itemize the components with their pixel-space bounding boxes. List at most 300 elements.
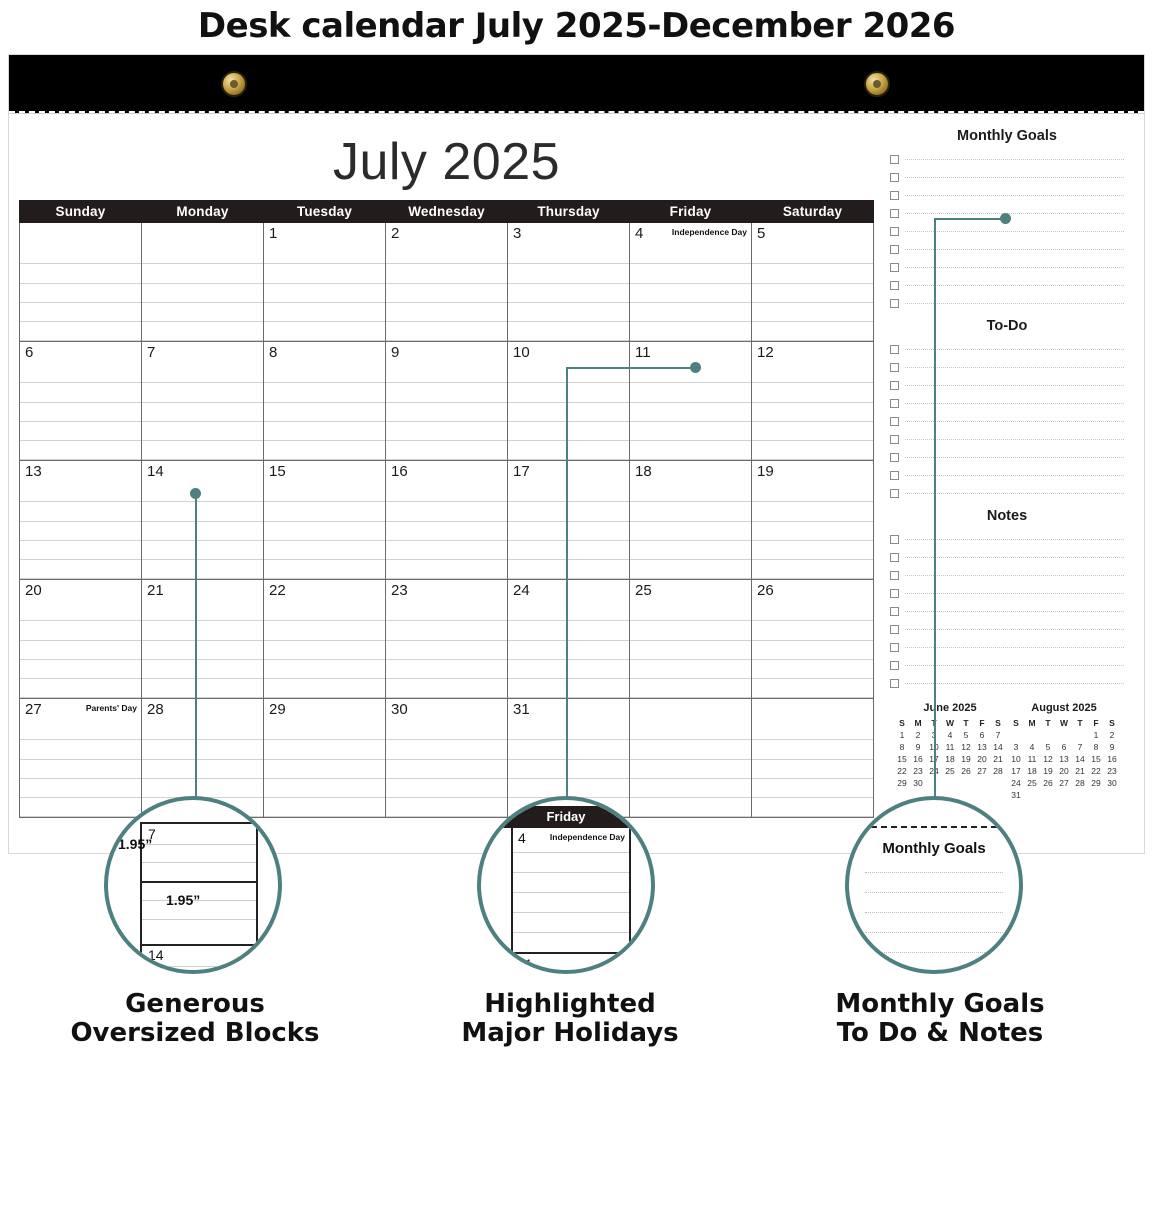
write-line bbox=[905, 457, 1124, 458]
day-number: 6 bbox=[25, 344, 34, 361]
mini-weekday-header: T bbox=[1045, 718, 1051, 728]
notes-row[interactable] bbox=[890, 584, 1124, 602]
mini-day-cell: 5 bbox=[963, 730, 969, 740]
mini-day-cell bbox=[1088, 789, 1104, 801]
holiday-label: Independence Day bbox=[671, 227, 747, 237]
checkbox-icon[interactable] bbox=[890, 589, 899, 598]
calendar-day-cell[interactable] bbox=[752, 461, 874, 580]
checkbox-icon[interactable] bbox=[890, 607, 899, 616]
callout-leader-3-h bbox=[934, 218, 1006, 220]
grommet-left-icon bbox=[221, 71, 247, 97]
checkbox-icon[interactable] bbox=[890, 299, 899, 308]
mini-day-cell bbox=[974, 777, 990, 789]
notes-list bbox=[890, 530, 1124, 692]
calendar-day-cell[interactable] bbox=[20, 342, 142, 461]
mini-day-cell: 12 bbox=[1043, 754, 1053, 764]
day-number: 5 bbox=[757, 225, 766, 242]
day-number: 23 bbox=[391, 582, 408, 599]
mini-day-cell: 30 bbox=[913, 778, 923, 788]
mini-month-next bbox=[1008, 702, 1120, 801]
mini-weekday-header: M bbox=[914, 718, 922, 728]
writing-lines bbox=[142, 364, 263, 460]
mini-day-cell bbox=[942, 777, 958, 789]
write-line bbox=[905, 683, 1124, 684]
writing-lines bbox=[386, 602, 507, 698]
mini-day-cell: 2 bbox=[1109, 730, 1115, 740]
mini-day-cell: 10 bbox=[929, 742, 939, 752]
checkbox-icon[interactable] bbox=[890, 571, 899, 580]
day-number: 7 bbox=[147, 344, 156, 361]
writing-lines bbox=[20, 364, 141, 460]
calendar-sheet bbox=[9, 113, 1144, 853]
mini-day-cell: 15 bbox=[897, 754, 907, 764]
sidebar-section-title-todo: To-Do bbox=[986, 318, 1028, 334]
mini-week-row bbox=[1008, 741, 1120, 753]
calendar-day-cell[interactable] bbox=[264, 699, 386, 818]
calendar-day-cell[interactable] bbox=[630, 223, 752, 342]
day-number: 4 bbox=[635, 225, 644, 242]
mini-day-cell: 23 bbox=[1107, 766, 1117, 776]
callout-day-number-next: 14 bbox=[148, 947, 164, 963]
calendar-day-cell[interactable] bbox=[752, 580, 874, 699]
mini-day-cell: 29 bbox=[1091, 778, 1101, 788]
checkbox-icon[interactable] bbox=[890, 453, 899, 462]
mini-day-cell: 18 bbox=[945, 754, 955, 764]
mini-day-cell: 21 bbox=[993, 754, 1003, 764]
sidebar bbox=[884, 114, 1134, 853]
weekday-header: Thursday bbox=[508, 201, 630, 223]
write-line bbox=[905, 285, 1124, 286]
mini-day-cell: 25 bbox=[945, 766, 955, 776]
month-title: July 2025 bbox=[332, 133, 561, 191]
mini-weekday-header: S bbox=[1013, 718, 1019, 728]
mini-day-cell bbox=[1024, 729, 1040, 741]
checkbox-icon[interactable] bbox=[890, 281, 899, 290]
calendar-board bbox=[8, 54, 1145, 854]
mini-day-cell bbox=[1040, 729, 1056, 741]
notes-row[interactable] bbox=[890, 638, 1124, 656]
mini-day-cell: 24 bbox=[929, 766, 939, 776]
mini-day-cell: 2 bbox=[915, 730, 921, 740]
callout-bubble-holidays bbox=[477, 796, 655, 974]
notes-row[interactable] bbox=[890, 566, 1124, 584]
calendar-day-cell[interactable] bbox=[386, 223, 508, 342]
monthly-goals-row[interactable] bbox=[890, 276, 1124, 294]
callouts-area bbox=[0, 809, 1153, 1206]
callout-day-number-next: 11 bbox=[518, 956, 533, 972]
write-line bbox=[905, 575, 1124, 576]
write-line bbox=[905, 267, 1124, 268]
calendar-day-cell[interactable] bbox=[630, 580, 752, 699]
mini-day-cell: 4 bbox=[1029, 742, 1035, 752]
day-number: 14 bbox=[147, 463, 164, 480]
monthly-goals-row[interactable] bbox=[890, 240, 1124, 258]
mini-day-cell: 31 bbox=[1011, 790, 1021, 800]
monthly-goals-row[interactable] bbox=[890, 294, 1124, 312]
mini-day-cell: 17 bbox=[1011, 766, 1021, 776]
mini-day-cell: 6 bbox=[979, 730, 985, 740]
mini-week-row bbox=[894, 753, 1006, 765]
writing-lines bbox=[508, 245, 629, 341]
calendar-day-cell[interactable] bbox=[630, 342, 752, 461]
day-number: 29 bbox=[269, 701, 286, 718]
checkbox-icon[interactable] bbox=[890, 471, 899, 480]
checkbox-icon[interactable] bbox=[890, 263, 899, 272]
todo-row[interactable] bbox=[890, 466, 1124, 484]
write-line bbox=[905, 159, 1124, 160]
writing-lines bbox=[630, 602, 751, 698]
mini-week-row bbox=[1008, 753, 1120, 765]
writing-lines bbox=[508, 364, 629, 460]
calendar-day-cell[interactable] bbox=[142, 342, 264, 461]
calendar-day-cell[interactable] bbox=[142, 223, 264, 342]
callout-day-number: 7 bbox=[148, 826, 156, 842]
writing-lines bbox=[264, 364, 385, 460]
mini-day-cell: 21 bbox=[1075, 766, 1085, 776]
mini-day-cell bbox=[1024, 789, 1040, 801]
day-number: 27 bbox=[25, 701, 42, 718]
month-table bbox=[19, 200, 874, 818]
mini-day-cell: 20 bbox=[1059, 766, 1069, 776]
mini-day-cell: 11 bbox=[945, 742, 955, 752]
write-line bbox=[905, 303, 1124, 304]
write-line bbox=[905, 593, 1124, 594]
mini-day-cell: 3 bbox=[931, 730, 937, 740]
writing-lines bbox=[264, 602, 385, 698]
checkbox-icon[interactable] bbox=[890, 155, 899, 164]
writing-lines bbox=[508, 483, 629, 579]
checkbox-icon[interactable] bbox=[890, 209, 899, 218]
writing-lines bbox=[264, 721, 385, 817]
checkbox-icon[interactable] bbox=[890, 625, 899, 634]
mini-day-cell bbox=[1008, 729, 1024, 741]
mini-weekday-header: W bbox=[1059, 718, 1069, 728]
monthly-goals-list bbox=[890, 150, 1124, 312]
monthly-goals-row[interactable] bbox=[890, 258, 1124, 276]
calendar-day-cell[interactable] bbox=[386, 461, 508, 580]
callout-bubble-oversized-blocks bbox=[104, 796, 282, 974]
writing-lines bbox=[20, 245, 141, 341]
writing-lines bbox=[752, 602, 873, 698]
todo-row[interactable] bbox=[890, 358, 1124, 376]
mini-day-cell: 26 bbox=[961, 766, 971, 776]
writing-lines bbox=[752, 483, 873, 579]
calendar-top-bar bbox=[9, 55, 1144, 113]
write-line bbox=[905, 349, 1124, 350]
notes-row[interactable] bbox=[890, 620, 1124, 638]
day-number: 30 bbox=[391, 701, 408, 718]
calendar-day-cell[interactable] bbox=[142, 461, 264, 580]
mini-day-cell: 27 bbox=[1059, 778, 1069, 788]
day-number: 10 bbox=[513, 344, 530, 361]
weekday-header: Saturday bbox=[752, 201, 874, 223]
writing-lines bbox=[386, 483, 507, 579]
checkbox-icon[interactable] bbox=[890, 661, 899, 670]
day-number: 16 bbox=[391, 463, 408, 480]
mini-day-cell: 29 bbox=[897, 778, 907, 788]
mini-day-cell: 10 bbox=[1011, 754, 1021, 764]
todo-row[interactable] bbox=[890, 448, 1124, 466]
weekday-header: Wednesday bbox=[386, 201, 508, 223]
callout-leader-2-h bbox=[566, 367, 696, 369]
mini-day-cell: 13 bbox=[1059, 754, 1069, 764]
mini-day-cell bbox=[1072, 729, 1088, 741]
mini-day-cell: 20 bbox=[977, 754, 987, 764]
todo-row[interactable] bbox=[890, 376, 1124, 394]
checkbox-icon[interactable] bbox=[890, 535, 899, 544]
mini-day-cell: 14 bbox=[993, 742, 1003, 752]
mini-weekday-header: T bbox=[963, 718, 969, 728]
day-number: 19 bbox=[757, 463, 774, 480]
mini-day-cell: 12 bbox=[961, 742, 971, 752]
mini-day-cell bbox=[1056, 789, 1072, 801]
write-line bbox=[905, 439, 1124, 440]
mini-weekday-header: S bbox=[899, 718, 905, 728]
checkbox-icon[interactable] bbox=[890, 553, 899, 562]
calendar-day-cell[interactable] bbox=[508, 461, 630, 580]
calendar-grid-area bbox=[9, 114, 884, 853]
mini-day-cell: 8 bbox=[1093, 742, 1099, 752]
todo-row[interactable] bbox=[890, 394, 1124, 412]
mini-day-cell: 30 bbox=[1107, 778, 1117, 788]
mini-day-cell bbox=[990, 777, 1006, 789]
writing-lines bbox=[386, 245, 507, 341]
calendar-week-row bbox=[20, 461, 874, 580]
callout-measure-width: 1.95” bbox=[166, 892, 201, 908]
weekday-header: Tuesday bbox=[264, 201, 386, 223]
calendar-day-cell[interactable] bbox=[142, 580, 264, 699]
mini-week-row bbox=[1008, 729, 1120, 741]
mini-day-cell: 26 bbox=[1043, 778, 1053, 788]
todo-row[interactable] bbox=[890, 430, 1124, 448]
mini-day-cell bbox=[1072, 789, 1088, 801]
notes-row[interactable] bbox=[890, 656, 1124, 674]
write-line bbox=[905, 629, 1124, 630]
checkbox-icon[interactable] bbox=[890, 435, 899, 444]
todo-row[interactable] bbox=[890, 484, 1124, 502]
mini-week-row bbox=[894, 741, 1006, 753]
mini-day-cell: 16 bbox=[1107, 754, 1117, 764]
checkbox-icon[interactable] bbox=[890, 345, 899, 354]
calendar-week-row bbox=[20, 342, 874, 461]
write-line bbox=[905, 367, 1124, 368]
mini-day-cell: 28 bbox=[1075, 778, 1085, 788]
write-line bbox=[905, 647, 1124, 648]
day-number: 26 bbox=[757, 582, 774, 599]
day-number: 8 bbox=[269, 344, 278, 361]
day-number: 18 bbox=[635, 463, 652, 480]
calendar-day-cell[interactable] bbox=[20, 223, 142, 342]
notes-row[interactable] bbox=[890, 674, 1124, 692]
calendar-day-cell[interactable] bbox=[20, 461, 142, 580]
write-line bbox=[905, 249, 1124, 250]
checkbox-icon[interactable] bbox=[890, 417, 899, 426]
day-number: 24 bbox=[513, 582, 530, 599]
calendar-day-cell[interactable] bbox=[752, 223, 874, 342]
mini-day-cell: 22 bbox=[897, 766, 907, 776]
mini-months bbox=[890, 702, 1124, 801]
checkbox-icon[interactable] bbox=[890, 173, 899, 182]
write-line bbox=[905, 195, 1124, 196]
monthly-goals-row[interactable] bbox=[890, 150, 1124, 168]
mini-day-cell: 16 bbox=[913, 754, 923, 764]
day-number: 31 bbox=[513, 701, 530, 718]
day-number: 17 bbox=[513, 463, 530, 480]
day-number: 22 bbox=[269, 582, 286, 599]
callout-weekday-header: Friday bbox=[481, 806, 651, 828]
mini-day-cell bbox=[1056, 729, 1072, 741]
todo-list bbox=[890, 340, 1124, 502]
day-number: 25 bbox=[635, 582, 652, 599]
mini-day-cell: 11 bbox=[1027, 754, 1037, 764]
checkbox-icon[interactable] bbox=[890, 245, 899, 254]
calendar-day-cell[interactable] bbox=[264, 461, 386, 580]
day-number: 3 bbox=[513, 225, 522, 242]
mini-day-cell: 7 bbox=[1077, 742, 1083, 752]
mini-week-row bbox=[894, 765, 1006, 777]
checkbox-icon[interactable] bbox=[890, 489, 899, 498]
writing-lines bbox=[630, 245, 751, 341]
mini-day-cell: 14 bbox=[1075, 754, 1085, 764]
write-line bbox=[905, 421, 1124, 422]
writing-lines bbox=[752, 364, 873, 460]
mini-month-title: June 2025 bbox=[923, 702, 977, 714]
day-number: 9 bbox=[391, 344, 400, 361]
notes-row[interactable] bbox=[890, 548, 1124, 566]
weekday-header: Sunday bbox=[20, 201, 142, 223]
calendar-week-row bbox=[20, 223, 874, 342]
mini-weekday-header: T bbox=[931, 718, 937, 728]
calendar-day-cell[interactable] bbox=[630, 461, 752, 580]
callout-measure-height: 1.95” bbox=[118, 836, 153, 852]
weekday-header-row bbox=[20, 201, 874, 223]
callout-day-number: 4 bbox=[518, 830, 526, 846]
monthly-goals-row[interactable] bbox=[890, 222, 1124, 240]
callout-holiday-cell-zoom bbox=[511, 828, 631, 974]
mini-day-cell: 25 bbox=[1027, 778, 1037, 788]
mini-week-row bbox=[1008, 765, 1120, 777]
callout-bubble-goals bbox=[845, 796, 1023, 974]
mini-weekday-header: F bbox=[979, 718, 985, 728]
calendar-day-cell[interactable] bbox=[386, 342, 508, 461]
writing-lines bbox=[508, 602, 629, 698]
callout-holiday-label: Independence Day bbox=[549, 832, 625, 842]
calendar-day-cell[interactable] bbox=[264, 580, 386, 699]
mini-day-cell: 28 bbox=[993, 766, 1003, 776]
notes-row[interactable] bbox=[890, 530, 1124, 548]
write-line bbox=[905, 493, 1124, 494]
callout-caption-3: Monthly Goals To Do & Notes bbox=[835, 989, 1045, 1049]
mini-week-row bbox=[894, 777, 1006, 789]
todo-row[interactable] bbox=[890, 412, 1124, 430]
day-number: 2 bbox=[391, 225, 400, 242]
calendar-day-cell[interactable] bbox=[508, 580, 630, 699]
day-number: 12 bbox=[757, 344, 774, 361]
monthly-goals-row[interactable] bbox=[890, 168, 1124, 186]
checkbox-icon[interactable] bbox=[890, 227, 899, 236]
writing-lines bbox=[386, 364, 507, 460]
writing-lines bbox=[142, 483, 263, 579]
mini-month-prev bbox=[894, 702, 1006, 801]
calendar-day-cell[interactable] bbox=[752, 342, 874, 461]
mini-day-cell: 18 bbox=[1027, 766, 1037, 776]
mini-day-cell bbox=[958, 777, 974, 789]
calendar-day-cell[interactable] bbox=[264, 223, 386, 342]
writing-lines bbox=[264, 245, 385, 341]
mini-month-title: August 2025 bbox=[1031, 702, 1097, 714]
checkbox-icon[interactable] bbox=[890, 643, 899, 652]
todo-row[interactable] bbox=[890, 340, 1124, 358]
checkbox-icon[interactable] bbox=[890, 363, 899, 372]
sidebar-section-title-notes: Notes bbox=[986, 508, 1028, 524]
mini-weekday-row bbox=[1008, 717, 1120, 729]
checkbox-icon[interactable] bbox=[890, 381, 899, 390]
checkbox-icon[interactable] bbox=[890, 191, 899, 200]
day-number: 28 bbox=[147, 701, 164, 718]
mini-day-cell: 7 bbox=[995, 730, 1001, 740]
write-line bbox=[905, 475, 1124, 476]
day-number: 20 bbox=[25, 582, 42, 599]
mini-day-cell bbox=[1040, 789, 1056, 801]
calendar-day-cell[interactable] bbox=[508, 342, 630, 461]
mini-week-row bbox=[894, 729, 1006, 741]
mini-day-cell: 8 bbox=[899, 742, 905, 752]
write-line bbox=[905, 557, 1124, 558]
checkbox-icon[interactable] bbox=[890, 679, 899, 688]
mini-day-cell: 19 bbox=[961, 754, 971, 764]
calendar-day-cell[interactable] bbox=[508, 223, 630, 342]
mini-day-cell: 27 bbox=[977, 766, 987, 776]
page-title: Desk calendar July 2025-December 2026 bbox=[197, 6, 956, 46]
weekday-header: Monday bbox=[142, 201, 264, 223]
mini-day-cell: 17 bbox=[929, 754, 939, 764]
mini-week-row bbox=[1008, 789, 1120, 801]
mini-day-cell: 23 bbox=[913, 766, 923, 776]
mini-week-row bbox=[1008, 777, 1120, 789]
mini-day-cell: 3 bbox=[1013, 742, 1019, 752]
day-number: 11 bbox=[635, 344, 651, 361]
grommet-right-icon bbox=[864, 71, 890, 97]
write-line bbox=[905, 611, 1124, 612]
holiday-label: Parents' Day bbox=[85, 703, 137, 713]
mini-day-cell: 1 bbox=[899, 730, 905, 740]
writing-lines bbox=[20, 602, 141, 698]
mini-day-cell bbox=[1104, 789, 1120, 801]
calendar-day-cell[interactable] bbox=[386, 580, 508, 699]
mini-day-cell: 4 bbox=[947, 730, 953, 740]
notes-row[interactable] bbox=[890, 602, 1124, 620]
monthly-goals-row[interactable] bbox=[890, 186, 1124, 204]
calendar-day-cell[interactable] bbox=[20, 580, 142, 699]
day-number: 13 bbox=[25, 463, 42, 480]
mini-weekday-header: S bbox=[1109, 718, 1115, 728]
writing-lines bbox=[264, 483, 385, 579]
day-number: 15 bbox=[269, 463, 286, 480]
mini-day-cell: 13 bbox=[977, 742, 987, 752]
mini-day-cell: 9 bbox=[915, 742, 921, 752]
callout-caption-1: Generous Oversized Blocks bbox=[70, 989, 320, 1049]
calendar-day-cell[interactable] bbox=[264, 342, 386, 461]
mini-day-cell: 5 bbox=[1045, 742, 1051, 752]
writing-lines bbox=[630, 364, 751, 460]
writing-lines bbox=[630, 483, 751, 579]
day-number: 21 bbox=[147, 582, 164, 599]
callout-goals-title: Monthly Goals bbox=[882, 840, 986, 857]
weekday-header: Friday bbox=[630, 201, 752, 223]
checkbox-icon[interactable] bbox=[890, 399, 899, 408]
write-line bbox=[905, 665, 1124, 666]
calendar-week-row bbox=[20, 580, 874, 699]
